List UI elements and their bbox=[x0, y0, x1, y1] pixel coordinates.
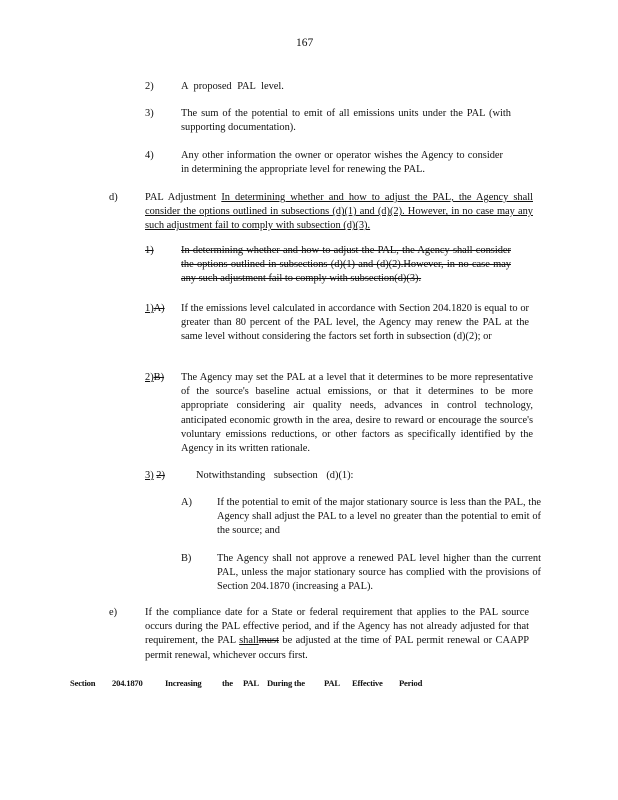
heading-word-7: Period bbox=[399, 678, 423, 688]
sub2-new-number: 2) bbox=[145, 372, 154, 383]
sub3-B-text: The Agency shall not approve a renewed PAL level higher than the current PAL, unless the major stationary source has complied with the provisions of Section 204.1870 (increasing a PAL). bbox=[217, 553, 541, 593]
item-2-text: A proposed PAL level. bbox=[181, 81, 284, 92]
sub1-number bbox=[145, 302, 165, 316]
heading-word-2: the bbox=[222, 678, 233, 688]
deleted-paragraph: In determining whether and how to adjust the PAL, the Agency shall consider the options outlined in subsections (d)(1) and (d)(2).However, in no case may any such adjustment fail to comply with subsection(d)(3). bbox=[181, 245, 511, 285]
sub2-text: The Agency may set the PAL at a level that it determines to be more representative of the source's baseline actual emissions, or that it determines to be more appropriate considering air quality needs, advances in control technology, anticipated economic growth in the area, desire to reward or encourage the source's voluntary emissions reductions, or other factors as specifically identified by the Agency in its written rationale. bbox=[181, 372, 533, 455]
sub1-text: If the emissions level calculated in accordance with Section 204.1820 is equal to or greater than 80 percent of the PAL level, the Agency may renew the PAL at the same level without considering the factors set forth in subsection (d)(2); or bbox=[181, 303, 529, 343]
sub3-B-number: B) bbox=[181, 553, 192, 564]
sub1-new-number: 1) bbox=[145, 303, 154, 314]
subsection-e-label: e) bbox=[109, 607, 118, 618]
sub3-text: Notwithstanding subsection (d)(1): bbox=[196, 470, 354, 481]
item-3-text: The sum of the potential to emit of all emissions units under the PAL (with supporting documentation). bbox=[181, 108, 511, 134]
page-number: 167 bbox=[296, 37, 314, 49]
heading-word-5: PAL bbox=[324, 678, 340, 688]
sub3-new-number: 3) bbox=[145, 470, 154, 481]
sub1-old-number: A) bbox=[153, 303, 165, 314]
sub3-A-number: A) bbox=[181, 497, 192, 508]
heading-section-word: Section bbox=[70, 678, 96, 688]
sub3-A-text: If the potential to emit of the major stationary source is less than the PAL, the Agency shall adjust the PAL to a level no greater than the potential to emit of the source; and bbox=[217, 497, 541, 537]
subsection-e-inserted: shall bbox=[239, 635, 259, 647]
item-2-number: 2) bbox=[145, 81, 154, 92]
heading-word-4: During the bbox=[267, 678, 305, 688]
subsection-d-text bbox=[145, 191, 533, 234]
heading-section-number: 204.1870 bbox=[112, 678, 143, 688]
subsection-e-text bbox=[145, 606, 529, 663]
item-4-number: 4) bbox=[145, 150, 154, 161]
item-4-text: Any other information the owner or operator wishes the Agency to consider in determining the appropriate level for renewing the PAL. bbox=[181, 150, 503, 176]
subsection-d-label: d) bbox=[109, 192, 118, 203]
subsection-e-text-after: be adjusted at the time of PAL permit renewal or CAAPP permit renewal, whichever occurs first. bbox=[145, 635, 530, 661]
heading-word-1: Increasing bbox=[165, 678, 202, 688]
subsection-e-deleted: must bbox=[258, 635, 279, 647]
heading-word-6: Effective bbox=[352, 678, 383, 688]
subsection-d-inserted-text: In determining whether and how to adjust the PAL, the Agency shall consider the options outlined in subsections (d)(1) and (d)(2). However, in no case may any such adjustment fail to comply with subsection (d)(3). bbox=[145, 192, 533, 232]
subsection-d-lead: PAL Adjustment bbox=[145, 192, 217, 203]
sub2-number bbox=[145, 371, 164, 385]
sub2-old-number: B) bbox=[153, 372, 165, 383]
item-3-number: 3) bbox=[145, 108, 154, 119]
sub3-old-number: 2) bbox=[156, 470, 165, 481]
deleted-item-number: 1) bbox=[145, 245, 154, 256]
subsection-e-text-before: If the compliance date for a State or federal requirement that applies to the PAL source occurs during the PAL effective period, and if the Agency has not already adjusted for that requirement, the PAL bbox=[145, 607, 529, 647]
sub3-number bbox=[145, 469, 165, 483]
heading-word-3: PAL bbox=[243, 678, 259, 688]
